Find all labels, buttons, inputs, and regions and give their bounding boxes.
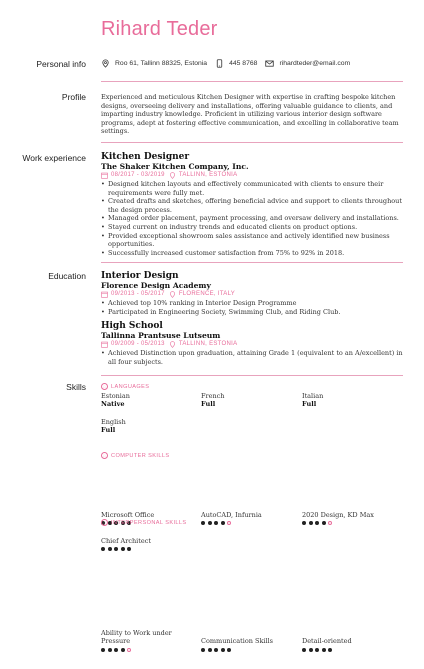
rating-dot-filled [322, 648, 326, 652]
rating-dot-filled [214, 648, 218, 652]
list-item: • Achieved Distinction upon graduation, attaining Grade 1 (equivalent to an A/excellent) in all four subjects. [101, 349, 403, 366]
rating-dot-filled [108, 648, 112, 652]
language-item: French Full [201, 392, 225, 409]
interpersonal-skills-grid [101, 629, 403, 669]
section-label-personal-info: Personal info [36, 59, 86, 69]
phone-icon [215, 59, 224, 68]
rating-dot-filled [302, 648, 306, 652]
rating-dot-filled [227, 648, 231, 652]
rating-dot-filled [221, 648, 225, 652]
education-location: FLORENCE, ITALY [178, 291, 236, 297]
skills-computer [101, 452, 403, 459]
education-location: TALLINN, ESTONIA [178, 341, 238, 347]
languages-grid [101, 392, 403, 442]
rating-dot-filled [208, 648, 212, 652]
location-pin-icon [169, 341, 176, 348]
rating-dot-filled [121, 547, 125, 551]
education-dates: 09/2009 - 05/2013 [111, 341, 165, 347]
rating-dot-filled [201, 648, 205, 652]
rating-dot-filled [114, 648, 118, 652]
rating-dots [302, 648, 352, 652]
education-school: Florence Design Academy [101, 281, 211, 290]
language-item: Italian Full [302, 392, 324, 409]
education-entry [101, 321, 403, 366]
skills-computer-heading: ◌ COMPUTER SKILLS [102, 452, 170, 459]
rating-dots [101, 648, 191, 652]
section-label-profile: Profile [61, 92, 86, 102]
computer-skill-item: 2020 Design, KD Max [302, 511, 374, 525]
computer-skill-item: AutoCAD, Infurnia [201, 511, 262, 525]
divider [101, 262, 403, 263]
address-text: Roo 61, Tallinn 88325, Estonia [115, 60, 208, 67]
list-item: • Designed kitchen layouts and effectively communicated with clients to ensure their requirements were fully met. [101, 180, 403, 197]
job-meta [101, 171, 403, 180]
profile-summary: Experienced and meticulous Kitchen Designer with expertise in crafting bespoke kitchen designs, overseeing delivery and installations, offering valuable guidance to clients, and imparting industry knowledge. Proficient in utilizing various interior design software programs, adept at fostering effective communication, and excelling in collaborative team settings. [101, 93, 399, 136]
location-pin-icon [169, 172, 176, 179]
list-item: • Managed order placement, payment processing, and oversaw delivery and installations. [101, 214, 403, 223]
education-title: Interior Design [101, 271, 179, 281]
computer-skill-item: Microsoft Office [101, 511, 154, 525]
calendar-icon [101, 291, 108, 298]
contact-info [101, 59, 403, 68]
list-item: • Successfully increased customer satisfaction from 75% to 92% in 2018. [101, 249, 403, 258]
interpersonal-skill-item: Communication Skills [201, 637, 273, 651]
computer-icon: ◌ [102, 453, 107, 458]
rating-dot-filled [121, 648, 125, 652]
section-label-education: Education [48, 271, 86, 281]
calendar-icon [101, 341, 108, 348]
job-title: Kitchen Designer [101, 152, 190, 162]
rating-dot-filled [101, 648, 105, 652]
mail-icon [265, 59, 274, 68]
education-meta [101, 340, 403, 349]
skills-interpersonal-heading: ◌ INTERPERSONAL SKILLS [102, 519, 187, 526]
rating-dots [101, 547, 151, 551]
location-pin-icon [169, 291, 176, 298]
list-item: • Participated in Engineering Society, Swimming Club, and Riding Club. [101, 308, 403, 317]
rating-dot-empty [127, 648, 131, 652]
education-bullets [101, 349, 403, 366]
rating-dots [201, 648, 273, 652]
contact-address [101, 59, 207, 68]
skills-interpersonal [101, 519, 403, 526]
languages-icon: ◌ [102, 384, 107, 389]
education-dates: 09/2013 - 05/2017 [111, 291, 165, 297]
job-bullets [101, 180, 403, 257]
location-pin-icon [101, 59, 110, 68]
contact-email[interactable] [265, 59, 350, 68]
language-item: English Full [101, 418, 126, 435]
rating-dot-filled [114, 547, 118, 551]
calendar-icon [101, 172, 108, 179]
rating-dot-filled [108, 547, 112, 551]
computer-skill-item: Chief Architect [101, 537, 151, 551]
education-entry [101, 271, 403, 316]
phone-text: 445 8768 [229, 60, 258, 67]
skills-languages-heading: ◌ LANGUAGES [102, 383, 150, 390]
divider [101, 81, 403, 82]
education-meta [101, 290, 403, 299]
education-title: High School [101, 321, 163, 331]
list-item: • Provided exceptional showroom sales assistance and actively identified new business opportunities. [101, 232, 403, 249]
resume-name: Rihard Teder [101, 18, 218, 40]
divider [101, 142, 403, 143]
rating-dot-filled [328, 648, 332, 652]
rating-dot-filled [309, 648, 313, 652]
education-bullets [101, 299, 403, 316]
interpersonal-skill-item: Ability to Work under Pressure [101, 629, 191, 652]
work-entry [101, 152, 403, 257]
rating-dot-filled [127, 547, 131, 551]
rating-dot-filled [101, 547, 105, 551]
list-item: • Created drafts and sketches, offering beneficial advice and support to clients throughout the design process. [101, 197, 403, 214]
rating-dot-filled [315, 648, 319, 652]
section-label-skills: Skills [66, 382, 86, 392]
language-item: Estonian Native [101, 392, 130, 409]
job-location: TALLINN, ESTONIA [178, 172, 238, 178]
skills-languages [101, 383, 403, 390]
email-text[interactable]: rihardteder@email.com [279, 60, 351, 67]
education-school: Tallinna Prantsuse Lutseum [101, 331, 221, 340]
list-item: • Stayed current on industry trends and educated clients on product options. [101, 223, 403, 232]
list-item: • Achieved top 10% ranking in Interior Design Programme [101, 299, 403, 308]
divider [101, 375, 403, 376]
section-label-work-experience: Work experience [22, 153, 86, 163]
job-dates: 08/2017 - 03/2019 [111, 172, 165, 178]
contact-phone [215, 59, 257, 68]
interpersonal-skill-item: Detail-oriented [302, 637, 352, 651]
interpersonal-icon: ◌ [102, 520, 107, 525]
job-company: The Shaker Kitchen Company, Inc. [101, 162, 249, 171]
